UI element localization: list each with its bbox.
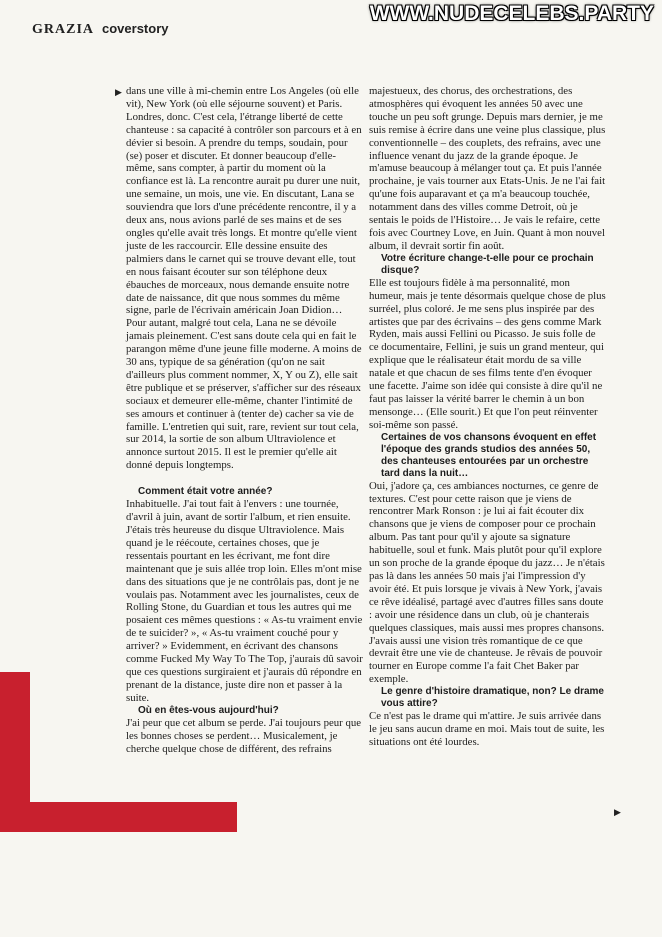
answer-paragraph: Inhabituelle. J'ai tout fait à l'envers : une tournée, d'avril à juin, avant de sortir l'album, et rien ensuite. J'étais très heureuse du disque Ultraviolence. Mais quand je le réécoute, certaines choses, que je ressentais pourtant en les écrivant, me font dire maintenant que je suis allée trop loin. Elles m'ont mise dans des situations que je ne contrôlais pas, dont je ne voulais pas. Notamment avec les journalistes, ceux de Rolling Stone, du Guardian et tous les autres qui me posaient ces mêmes questions : « As-tu vraiment envie de te suicider? », « As-tu vraiment couché pour y arriver? » Evidemment, en écrivant des chansons comme Fucked My Way To The Top, j'aurais dû savoir que ces questions surgiraient et j'aurais dû répondre en prenant de la distance, juste dire non et passer à la suite. <box>126 498 363 704</box>
section-rubric: coverstory <box>102 21 169 36</box>
intro-paragraph: dans une ville à mi-chemin entre Los Angeles (où elle vit), New York (où elle séjourne souvent) et Paris. Londres, donc. C'est cela, l'étrange liberté de cette chanteuse : sa capacité à contrôler son parcours et à en dévier si besoin. A prendre du temps, soudain, pour (se) poser et discuter. Et donner beaucoup d'elle-même, sans compter, à partir du moment où la confiance est là. La rencontre aurait pu durer une nuit, une semaine, un mois, une vie. En discutant, Lana se souviendra que lors d'une précédente rencontre, il y a deux ans, nous avions parlé de ses mains et de ses ongles qu'elle avait très longs. Et montre qu'elle vient juste de les raccourcir. Elle dessine ensuite des palmiers dans le carnet qui se trouve devant elle, tout en nous faisant écouter sur son téléphone deux ébauches de morceaux, nous demande ensuite notre date de naissance, dit que nous sommes du même signe, parle de l'écrivain américain Joan Didion… Pour autant, malgré tout cela, Lana ne se dévoile jamais pleinement. C'est sans doute cela qui en fait le parangon même d'une jeune fille moderne. A moins de 30 ans, typique de sa génération (qu'on ne sait d'ailleurs plus comment nommer, X, Y ou Z), elle sait être publique et se préserver, s'afficher sur des réseaux sociaux et demeurer elle-même, chanter l'intimité de ses amours et continuer à (tenter de) cacher sa vie de famille. L'entretien qui suit, rare, revient sur tout cela, sur 2014, la sortie de son album Ultraviolence et annonce surtout 2015. Il est le premier qu'elle ait donné depuis longtemps. <box>126 85 362 472</box>
question-heading: Où en êtes-vous aujourd'hui? <box>138 704 279 716</box>
answer-paragraph: Ce n'est pas le drame qui m'attire. Je suis arrivée dans le jeu sans aucun drame en moi. Mais tout de suite, les situations ont été lourdes. <box>369 710 605 748</box>
answer-paragraph: Elle est toujours fidèle à ma personnalité, mon humeur, mais je tente désormais quelque chose de plus surréel, plus coloré. Je me sens plus inspirée par des artistes que par des écrivains – des gens comme Mark Ryden, mais aussi Fellini ou Picasso. Je suis folle de ce documentaire, Fellini, je suis un grand menteur, qui explique que le réalisateur était mordu de sa ville natale et que chacun de ses films tente d'en évoquer une facette. J'aime son idée qui consiste à dire qu'il ne faut pas laisser la vérité barrer le chemin à un bon mensonge… (Elle sourit.) Et que l'on peut réinventer soi-même son passé. <box>369 276 606 431</box>
question-heading: Certaines de vos chansons évoquent en effet l'époque des grands studios des années 50, des chanteuses entourées par un orchestre tard dans la nuit… <box>381 431 597 479</box>
answer-paragraph: Oui, j'adore ça, ces ambiances nocturnes, ce genre de textures. C'est pour cette raison que je viens de rencontrer Mark Ronson : je lui ai fait écouter dix chansons que je viens de composer pour ce prochain album. Pas tant pour qu'il y ajoute sa signature habituelle, soul et funk. Mais plutôt pour qu'il explore un son proche de la grande époque du jazz… Je n'étais pas là dans les années 50 mais j'ai l'impression d'y avoir été. Et puis lorsque je vivais à New York, j'avais ce rêve idéalisé, partagé avec d'autres filles sans doute : avoir une résidence dans un club, où je chanterais quelques classiques, mais aussi mes propres chansons. J'avais aussi une vision très romantique de ce que devrait être une vie de chanteuse. Je rêvais de pouvoir tourner en Europe comme l'a fait Chet Baker par exemple. <box>369 479 605 686</box>
accent-bar-horizontal <box>0 802 237 832</box>
magazine-header <box>32 20 169 38</box>
watermark-text: WWW.NUDECELEBS.PARTY <box>369 2 654 25</box>
question-heading: Votre écriture change-t-elle pour ce prochain disque? <box>381 252 594 276</box>
continued-paragraph: majestueux, des chorus, des orchestrations, des atmosphères qui évoquent les années 50 avec une touche un peu soft grunge. Depuis mars dernier, je me suis remise à écrire dans une veine plus classique, plus conventionnelle – des couplets, des refrains, avec une influence venant du jazz de la grande époque. Je m'amuse beaucoup à mélanger tout ça. Et puis l'année prochaine, je vais tourner aux Etats-Unis. Je ne l'ai fait qu'une fois auparavant et ça m'a beaucoup touchée, notamment dans des villes comme Detroit, où je sentais le poids de l'Histoire… Je vais le refaire, cette fois avec Courtney Love, en Juin. Quant à mon nouvel album, il devrait sortir fin août. <box>369 85 606 252</box>
question-heading: Comment était votre année? <box>138 486 273 498</box>
answer-paragraph: J'ai peur que cet album se perde. J'ai toujours peur que les bonnes choses se perdent… Musicalement, je cherche quelque chose de différent, des refrains <box>126 716 362 755</box>
brand-name: GRAZIA <box>32 22 95 37</box>
triangle-right-icon: ▶ <box>115 87 122 97</box>
article-column-right <box>369 85 607 749</box>
article-column-left <box>126 85 364 755</box>
question-heading: Le genre d'histoire dramatique, non? Le drame vous attire? <box>381 686 604 710</box>
triangle-right-icon: ▶ <box>614 807 621 817</box>
